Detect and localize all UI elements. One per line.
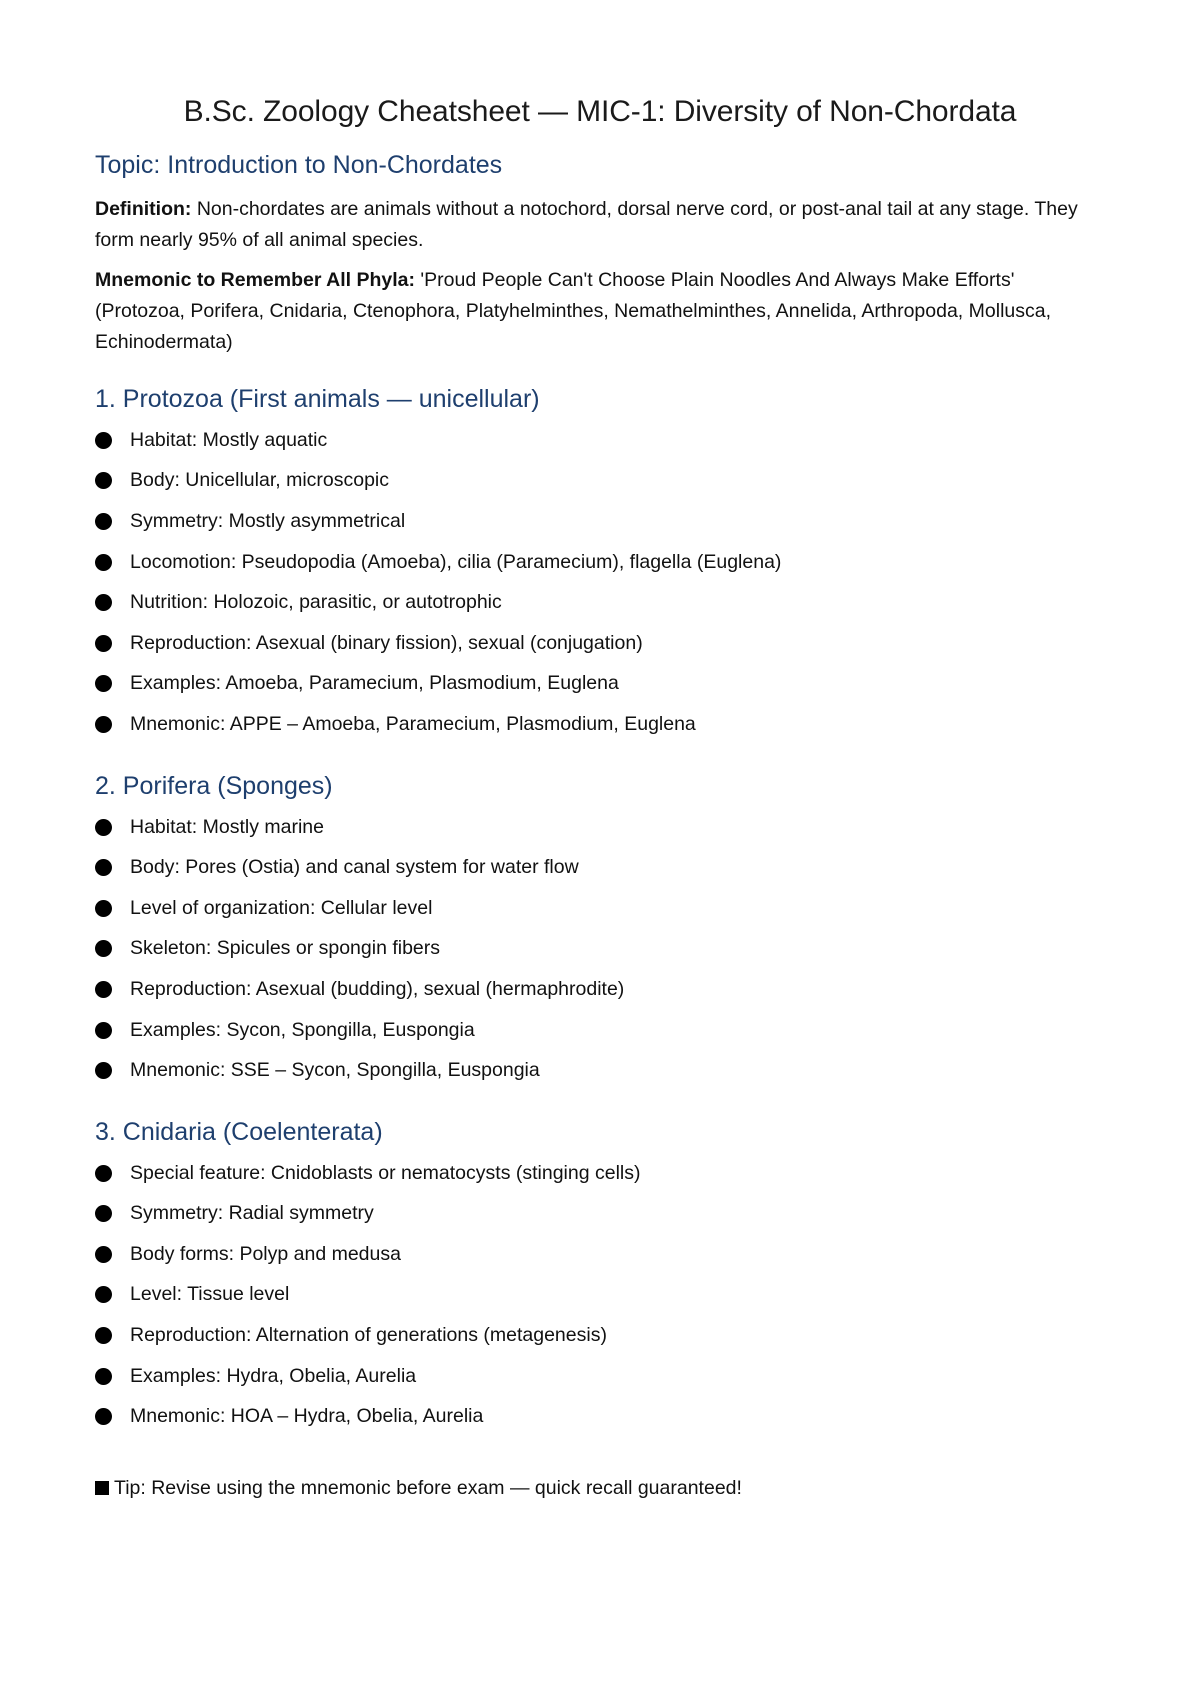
bullet-icon <box>95 675 112 692</box>
list-item <box>95 1050 1105 1091</box>
list-item-text: Mnemonic: APPE – Amoeba, Paramecium, Plasmodium, Euglena <box>130 712 696 735</box>
list-item-text: Special feature: Cnidoblasts or nematocysts (stinging cells) <box>130 1161 641 1184</box>
list-item-text: Level of organization: Cellular level <box>130 896 433 919</box>
list-item-text: Symmetry: Mostly asymmetrical <box>130 509 406 532</box>
list-item <box>95 1275 1105 1316</box>
bullet-icon <box>95 940 112 957</box>
bullet-icon <box>95 594 112 611</box>
list-item-text: Mnemonic: HOA – Hydra, Obelia, Aurelia <box>130 1405 484 1428</box>
bullet-icon <box>95 859 112 876</box>
bullet-icon <box>95 1205 112 1222</box>
bullet-list <box>95 807 1105 1091</box>
phyla-mnemonic-label: Mnemonic to Remember All Phyla: <box>95 269 416 291</box>
bullet-icon <box>95 554 112 571</box>
list-item-text: Examples: Hydra, Obelia, Aurelia <box>130 1364 417 1387</box>
bullet-icon <box>95 1408 112 1425</box>
bullet-icon <box>95 1327 112 1344</box>
list-item-text: Level: Tissue level <box>130 1283 290 1306</box>
section-heading: 1. Protozoa (First animals — unicellular) <box>95 385 540 413</box>
list-item <box>95 542 1105 583</box>
bullet-icon <box>95 900 112 917</box>
list-item <box>95 929 1105 970</box>
bullet-icon <box>95 635 112 652</box>
list-item <box>95 461 1105 502</box>
list-item-text: Mnemonic: SSE – Sycon, Spongilla, Euspongia <box>130 1059 540 1082</box>
list-item <box>95 807 1105 848</box>
list-item <box>95 1194 1105 1235</box>
bullet-icon <box>95 1022 112 1039</box>
bullet-icon <box>95 432 112 449</box>
list-item-text: Body: Pores (Ostia) and canal system for water flow <box>130 856 579 879</box>
list-item-text: Nutrition: Holozoic, parasitic, or autotrophic <box>130 591 502 614</box>
section-protozoa <box>95 382 1105 745</box>
tip-note <box>95 1473 1105 1503</box>
document-title: B.Sc. Zoology Cheatsheet — MIC-1: Diversity of Non-Chordata <box>183 95 1017 128</box>
list-item-text: Reproduction: Asexual (budding), sexual (hermaphrodite) <box>130 977 625 1000</box>
list-item-text: Symmetry: Radial symmetry <box>130 1202 374 1225</box>
list-item-text: Body: Unicellular, microscopic <box>130 469 390 492</box>
list-item <box>95 582 1105 623</box>
list-item-text: Examples: Sycon, Spongilla, Euspongia <box>130 1018 475 1041</box>
list-item <box>95 1010 1105 1051</box>
list-item-text: Habitat: Mostly aquatic <box>130 428 328 451</box>
cheatsheet-page <box>95 92 1105 1503</box>
section-heading: 3. Cnidaria (Coelenterata) <box>95 1117 383 1146</box>
list-item <box>95 623 1105 664</box>
list-item <box>95 501 1105 542</box>
bullet-list <box>95 1153 1105 1437</box>
list-item <box>95 1234 1105 1275</box>
list-item <box>95 1315 1105 1356</box>
list-item <box>95 664 1105 705</box>
square-icon <box>95 1481 109 1495</box>
list-item <box>95 969 1105 1010</box>
list-item-text: Reproduction: Asexual (binary fission), sexual (conjugation) <box>130 631 643 654</box>
bullet-list <box>95 420 1105 745</box>
phyla-mnemonic-text: 'Proud People Can't Choose Plain Noodles And Always Make Efforts' (Protozoa, Porifera, Cnidaria, Ctenophora, Platyhelminthes, Nemathelminthes, Annelida, Arthropoda, Mollusca, Echinodermata) <box>95 269 1052 353</box>
definition-paragraph <box>95 194 1105 256</box>
list-item <box>95 1396 1105 1437</box>
bullet-icon <box>95 1165 112 1182</box>
list-item-text: Locomotion: Pseudopodia (Amoeba), cilia (Paramecium), flagella (Euglena) <box>130 550 782 573</box>
list-item <box>95 704 1105 745</box>
definition-label: Definition: <box>95 198 192 220</box>
list-item-text: Examples: Amoeba, Paramecium, Plasmodium, Euglena <box>130 672 619 695</box>
bullet-icon <box>95 472 112 489</box>
bullet-icon <box>95 981 112 998</box>
list-item <box>95 420 1105 461</box>
bullet-icon <box>95 819 112 836</box>
list-item-text: Body forms: Polyp and medusa <box>130 1242 401 1265</box>
bullet-icon <box>95 513 112 530</box>
list-item-text: Habitat: Mostly marine <box>130 815 324 838</box>
bullet-icon <box>95 1368 112 1385</box>
list-item <box>95 847 1105 888</box>
section-cnidaria <box>95 1115 1105 1437</box>
bullet-icon <box>95 1246 112 1263</box>
definition-text: Non-chordates are animals without a notochord, dorsal nerve cord, or post-anal tail at any stage. They form nearly 95% of all animal species. <box>95 198 1078 251</box>
section-heading: 2. Porifera (Sponges) <box>95 771 333 800</box>
bullet-icon <box>95 1062 112 1079</box>
phyla-mnemonic-paragraph <box>95 265 1105 358</box>
list-item <box>95 1153 1105 1194</box>
list-item-text: Skeleton: Spicules or spongin fibers <box>130 937 441 960</box>
list-item <box>95 888 1105 929</box>
section-porifera <box>95 769 1105 1091</box>
list-item-text: Reproduction: Alternation of generations (metagenesis) <box>130 1324 607 1347</box>
tip-text: Tip: Revise using the mnemonic before exam — quick recall guaranteed! <box>114 1477 742 1500</box>
intro-heading: Topic: Introduction to Non-Chordates <box>95 151 503 179</box>
bullet-icon <box>95 1286 112 1303</box>
bullet-icon <box>95 716 112 733</box>
list-item <box>95 1356 1105 1397</box>
